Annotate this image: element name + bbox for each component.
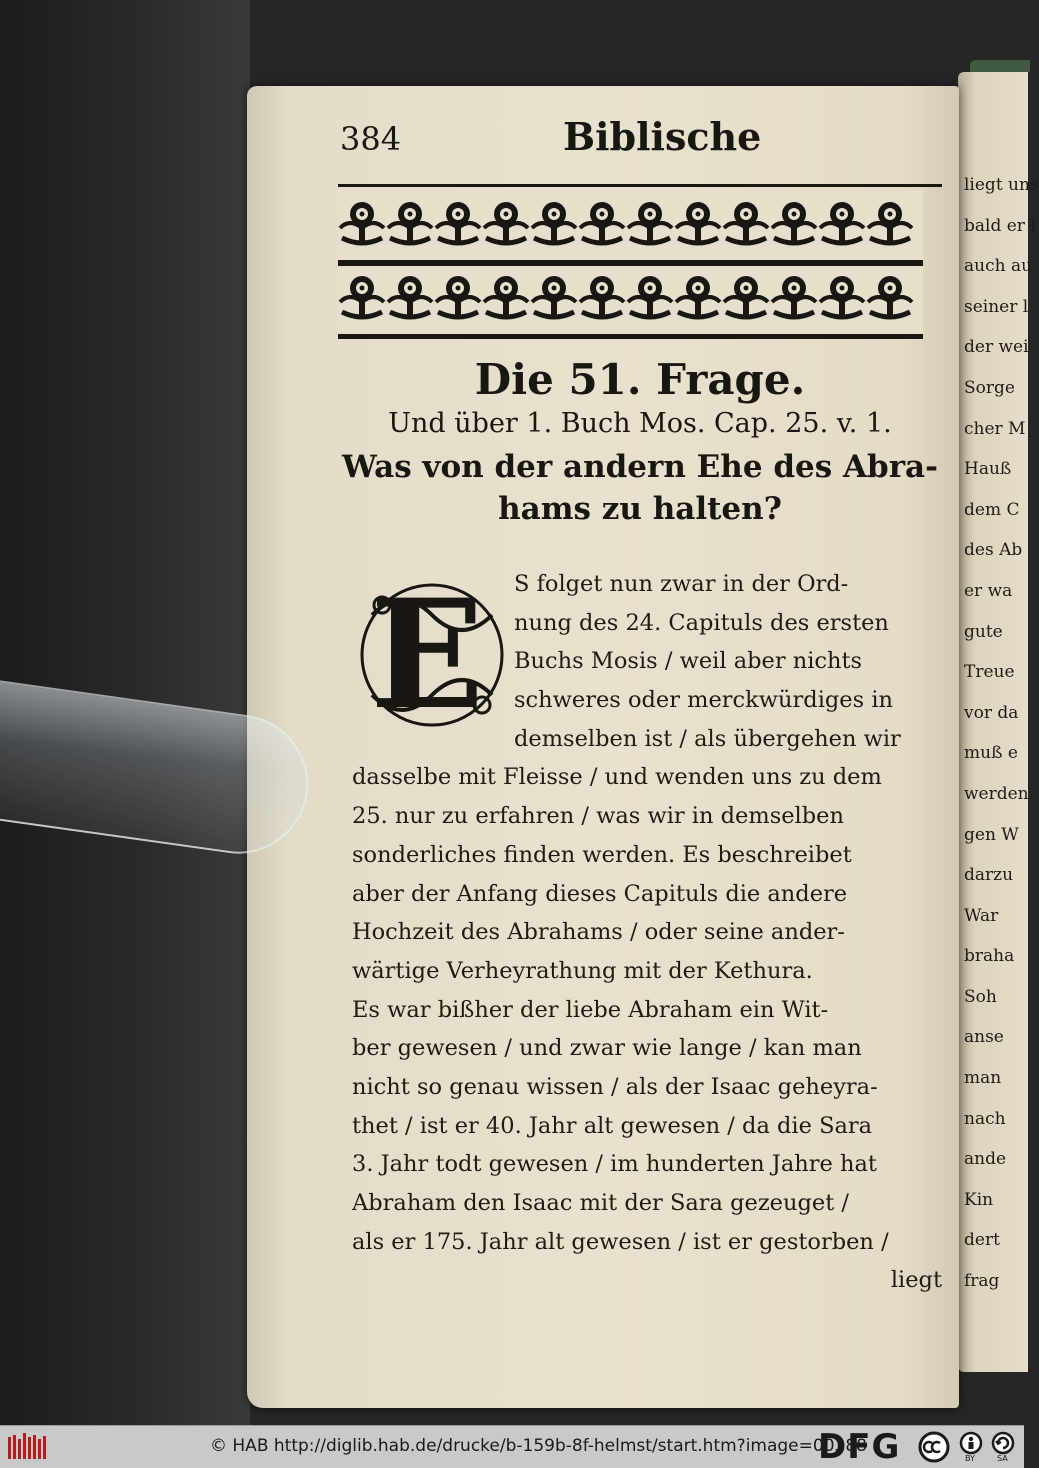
by-label: BY <box>965 1454 975 1463</box>
floral-ornament-band <box>338 190 923 340</box>
question-heading-block <box>338 355 942 531</box>
facing-page-line: nach <box>964 1108 1006 1129</box>
cc-icon <box>918 1431 950 1463</box>
text-line: schweres oder merckwürdiges in <box>514 687 894 714</box>
by-icon <box>956 1431 986 1463</box>
facing-page-line: Soh <box>964 986 997 1007</box>
facing-page-line: muß e <box>964 743 1018 764</box>
facing-page-line: Treue <box>964 662 1015 683</box>
page-number: 384 <box>340 120 402 158</box>
header-rule <box>338 184 942 187</box>
page-header <box>338 108 942 188</box>
facing-page-line: dert <box>964 1230 1000 1251</box>
text-line: demselben ist / als übergehen wir <box>514 725 901 752</box>
facing-page-line: er wa <box>964 580 1013 601</box>
text-line: sonderliches finden werden. Es beschreibet <box>352 841 852 868</box>
sa-icon <box>988 1431 1018 1463</box>
question-heading-line: Was von der andern Ehe des Abra- <box>341 449 939 485</box>
text-line: 3. Jahr todt gewesen / im hunderten Jahre hat <box>352 1151 877 1178</box>
bible-reference: Und über 1. Buch Mos. Cap. 25. v. 1. <box>388 408 892 439</box>
text-line: Buchs Mosis / weil aber nichts <box>514 648 863 675</box>
book-cover-edge <box>970 60 1030 72</box>
text-line: nicht so genau wissen / als der Isaac geheyra- <box>352 1073 878 1100</box>
dfg-logo: DFG <box>818 1427 901 1467</box>
text-line: aber der Anfang dieses Capituls die andere <box>352 880 848 907</box>
text-line: thet / ist er 40. Jahr alt gewesen / da die Sara <box>352 1112 873 1139</box>
initial-letter: E <box>370 567 485 743</box>
facing-page-line: darzu <box>964 865 1014 886</box>
facing-page-line: Sorge <box>964 377 1015 398</box>
running-head: Biblische <box>563 114 762 159</box>
facing-page-line: seiner l <box>964 296 1029 317</box>
footer-bar <box>0 1425 1024 1468</box>
facing-page-line: gen W <box>964 824 1019 845</box>
facing-page-line: man <box>964 1068 1002 1089</box>
text-line: ber gewesen / und zwar wie lange / kan man <box>352 1035 862 1062</box>
facing-page-text <box>964 165 1039 1302</box>
text-line: Hochzeit des Abrahams / oder seine ander- <box>352 919 845 946</box>
hab-logo-icon <box>8 1433 48 1461</box>
source-caption: © HAB http://diglib.hab.de/drucke/b-159b-8f-helmst/start.htm?image=00388 <box>210 1436 867 1456</box>
question-heading <box>338 447 942 531</box>
sa-label: SA <box>997 1454 1008 1463</box>
text-line: als er 175. Jahr alt gewesen / ist er gestorben / <box>352 1228 889 1255</box>
facing-page-line: vor da <box>964 702 1019 723</box>
facing-page-line: War <box>964 905 999 926</box>
text-line: S folget nun zwar in der Ord- <box>514 571 849 597</box>
facing-page-line: ande <box>964 1149 1007 1170</box>
facing-page-line: liegt uns <box>964 175 1039 195</box>
facing-page-line: der wei <box>964 337 1029 358</box>
text-line: dasselbe mit Fleisse / und wenden uns zu dem <box>352 764 882 791</box>
facing-page-line: frag <box>964 1271 1000 1292</box>
facing-page-line: anse <box>964 1027 1004 1048</box>
text-line: Abraham den Isaac mit der Sara gezeuget / <box>352 1190 849 1216</box>
text-line: wärtige Verheyrathung mit der Kethura. <box>352 957 813 984</box>
facing-page-line: Hauß <box>964 459 1012 480</box>
body-text <box>352 565 942 1300</box>
facing-page-line: werden <box>964 783 1029 804</box>
facing-page-line: cher M <box>964 418 1026 439</box>
catchword: liegt <box>890 1267 942 1294</box>
facing-page-line: auch au <box>964 256 1033 277</box>
text-line: Es war bißher der liebe Abraham ein Wit- <box>352 996 829 1023</box>
question-heading-line: hams zu halten? <box>498 490 782 527</box>
question-title: Die 51. Frage. <box>474 355 806 404</box>
facing-page-line: bald er l <box>964 215 1036 236</box>
text-line: 25. nur zu erfahren / was wir in demselben <box>352 803 844 830</box>
facing-page-line: des Ab <box>964 540 1023 561</box>
facing-page-line: gute <box>964 621 1003 642</box>
text-line: nung des 24. Capituls des ersten <box>514 609 889 636</box>
facing-page-line: dem C <box>964 499 1020 520</box>
facing-page-line: Kin <box>964 1189 994 1210</box>
facing-page-line: braha <box>964 946 1015 967</box>
